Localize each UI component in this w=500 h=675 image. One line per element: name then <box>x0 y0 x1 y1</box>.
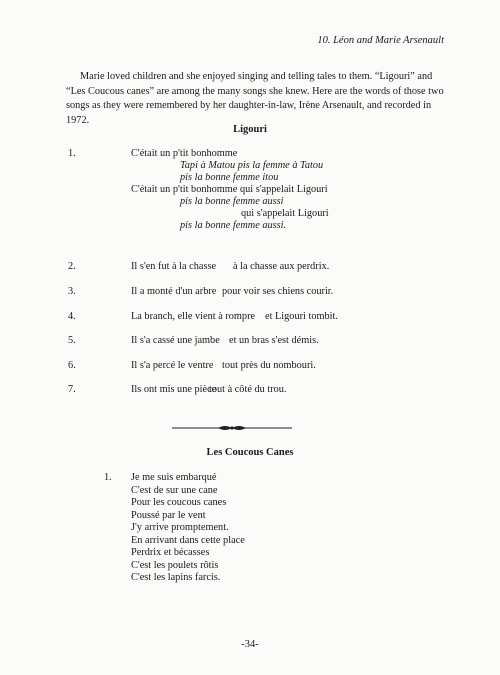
verse-line: J'y arrive promptement. <box>131 522 229 533</box>
verse-block <box>131 472 245 585</box>
verse-line: C'était un p'tit bonhomme qui s'appelait Ligouri <box>131 184 328 195</box>
running-header: 10. Léon and Marie Arsenault <box>317 35 444 46</box>
verse-number: 1. <box>68 148 76 159</box>
intro-paragraph: Marie loved children and she enjoyed singing and telling tales to them. “Ligouri” and “Les Coucous canes” are among the many songs she knew. Here are the words of those two songs as they were remembered by her daughter-in-law, Irène Arsenault, and recorded in 1972. <box>66 71 444 126</box>
verse-line: pour voir ses chiens courir. <box>222 286 334 297</box>
verse-line: pis la bonne femme itou <box>180 172 279 183</box>
verse-line: à la chasse aux perdrix. <box>233 261 330 272</box>
verse-number: 7. <box>68 384 76 395</box>
verse-line: et Ligouri tombit. <box>265 311 338 322</box>
page-number: -34- <box>241 639 259 650</box>
verse-number: 3. <box>68 286 76 297</box>
verse-line: C'est les lapins farcis. <box>131 572 221 583</box>
verse-line: pis la bonne femme aussi. <box>180 220 287 231</box>
verse-line: Perdrix et bécasses <box>131 547 210 558</box>
verse-number: 5. <box>68 335 76 346</box>
verse-number: 2. <box>68 261 76 272</box>
verse-line: tout près du nombouri. <box>222 360 316 371</box>
verse-line: Il s'en fut à la chasse <box>131 261 217 272</box>
verse-line: Poussé par le vent <box>131 509 206 521</box>
verse-line: En arrivant dans cette place <box>131 534 245 546</box>
verse-number: 4. <box>68 311 76 322</box>
verse-line: et un bras s'est démis. <box>229 335 319 346</box>
verse-number: 6. <box>68 360 76 371</box>
verse-line: La branch, elle vient à rompre <box>131 311 256 322</box>
verse-line: Je me suis embarqué <box>131 472 217 483</box>
verse-line: Ils ont mis une pièce <box>131 384 217 395</box>
verse-line: Pour les coucous canes <box>131 497 227 508</box>
verse-line: Il s'a percé le ventre <box>131 360 214 371</box>
verse-line: C'est les poulets rôtis <box>131 559 219 571</box>
verse-line: C'est de sur une cane <box>131 484 218 496</box>
verse-line: tout à côté du trou. <box>209 384 287 395</box>
ornament-divider <box>172 424 292 432</box>
verse-line: Tapi à Matou pis la femme à Tatou <box>180 160 324 171</box>
verse-line: Il a monté d'un arbre <box>131 286 217 297</box>
verse-number: 1. <box>104 472 112 483</box>
verse-line: pis la bonne femme aussi <box>180 196 284 207</box>
song-title-coucous-canes: Les Coucous Canes <box>206 447 294 458</box>
verse-line: C'était un p'tit bonhomme <box>131 148 238 159</box>
verse-line: qui s'appelait Ligouri <box>241 208 329 219</box>
song-title-ligouri: Ligouri <box>233 124 267 135</box>
verse-line: Il s'a cassé une jambe <box>131 335 220 346</box>
